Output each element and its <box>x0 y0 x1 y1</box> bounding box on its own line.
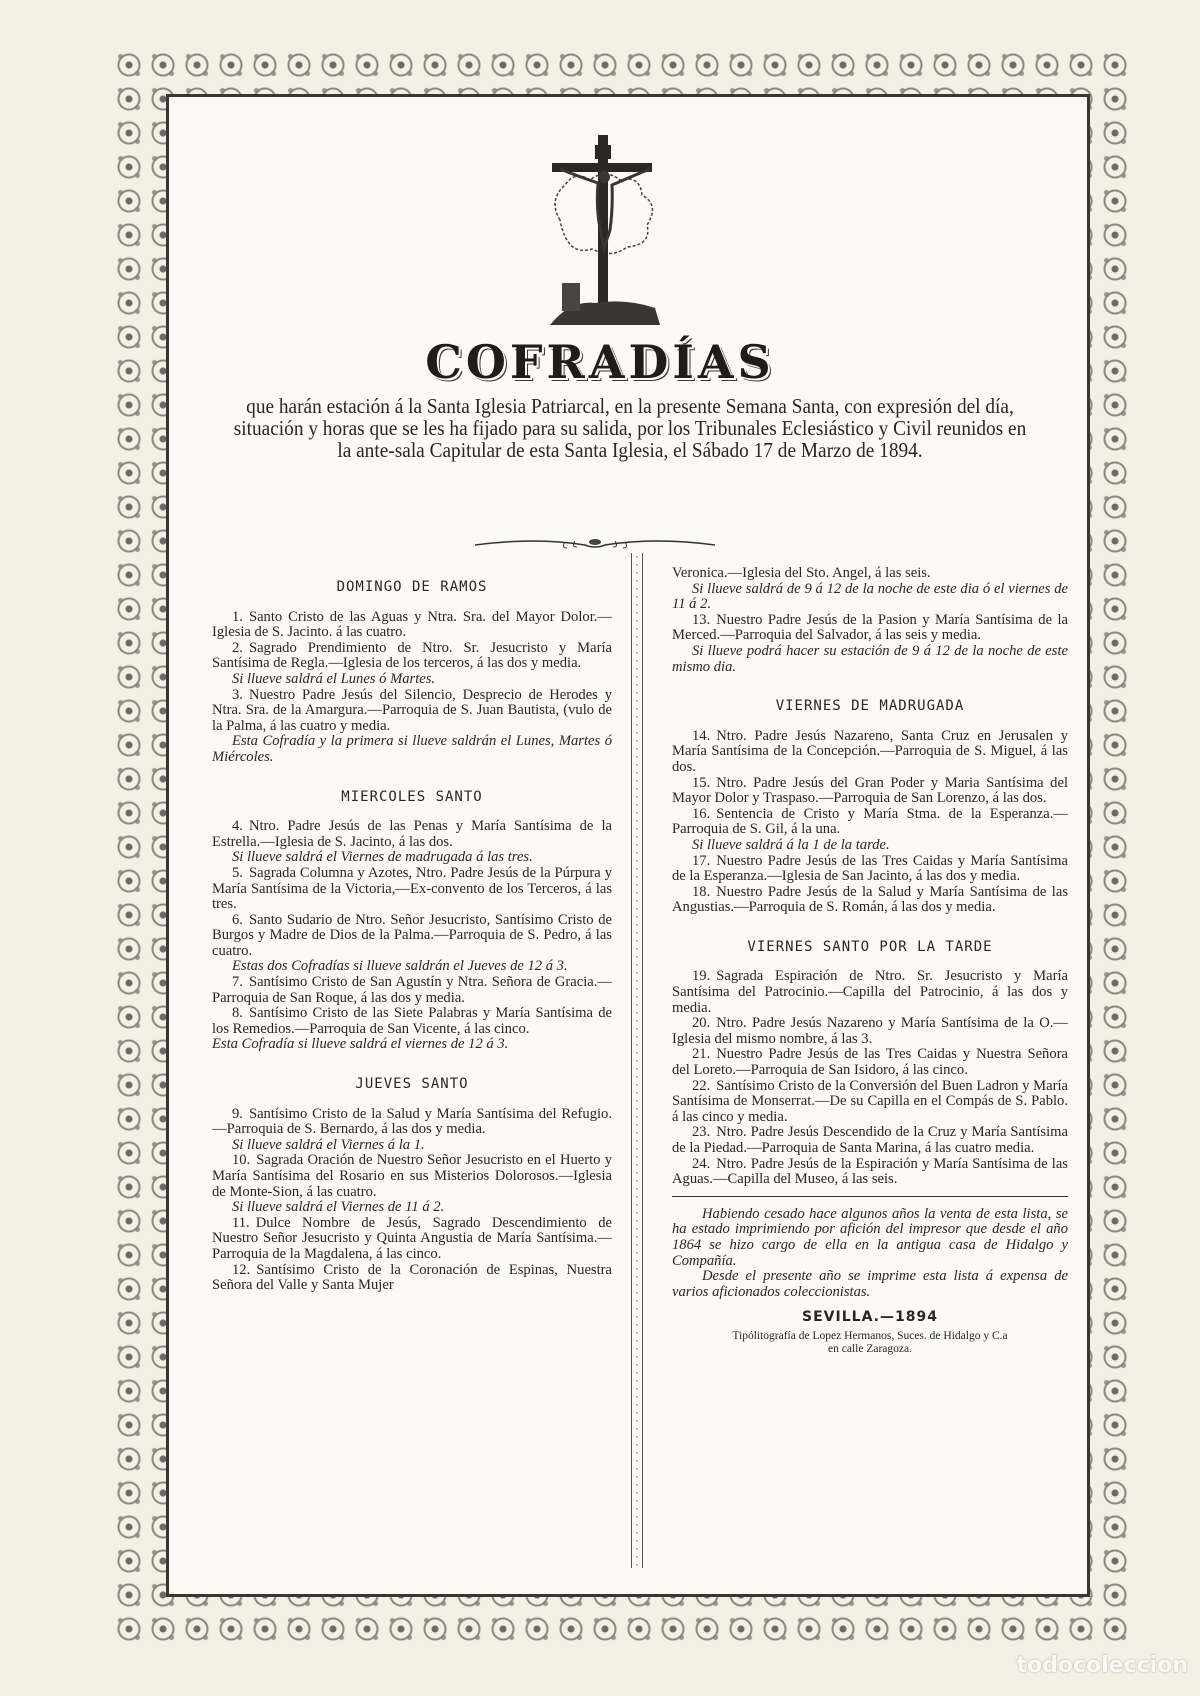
list-item: 3. Nuestro Padre Jesús del Silencio, Desprecio de Herodes y Ntra. Sra. de la Amargura.—Parroquia de S. Juan Bautista, (vulo de la Palma, á las cuatro y media. <box>212 686 612 734</box>
column-divider <box>631 553 643 1568</box>
right-column <box>672 566 1068 1356</box>
section-title: VIERNES DE MADRUGADA <box>775 698 965 715</box>
list-item: 9. Santísimo Cristo de la Salud y María Santísima del Refugio.—Parroquia de S. Bernardo, á las dos y media. <box>212 1105 612 1138</box>
colophon-paragraph: Desde el presente año se imprime esta lista á expensa de varios aficionados coleccionistas. <box>672 1268 1068 1300</box>
colophon-paragraph: Habiendo cesado hace algunos años la venta de esta lista, se ha estado imprimiendo por afición del impresor que desde el año 1864 se hizo cargo de ella en la antigua casa de Hidalgo y Compañía. <box>672 1205 1068 1269</box>
list-item: 23. Ntro. Padre Jesús Descendido de la Cruz y María Santísima de la Piedad.—Parroquia de Santa Marina, á las cuatro media. <box>672 1124 1068 1156</box>
list-item: 15. Ntro. Padre Jesús del Gran Poder y Maria Santísima del Mayor Dolor y Traspaso.—Parroquia de San Lorenzo, á las dos. <box>672 774 1068 807</box>
list-item: 8. Santísimo Cristo de las Siete Palabras y María Santísima de los Remedios.—Parroquia de San Vicente, á las cinco. <box>212 1005 612 1037</box>
rain-note: Si llueve saldrá el Viernes de 11 á 2. <box>232 1199 445 1216</box>
page-subtitle: que harán estación á la Santa Iglesia Patriarcal, en la presente Semana Santa, con expresión del día, situación y horas que se les ha fijado para su salida, por los Tribunales Eclesiástico y Civil reunidos en la ante-sala Capitular de esta Santa Iglesia, el Sábado 17 de Marzo de 1894. <box>233 394 1027 462</box>
ornament-divider <box>475 535 715 551</box>
list-item: 1. Santo Cristo de las Aguas y Ntra. Sra. del Mayor Dolor.—Iglesia de S. Jacinto. á las cuatro. <box>212 608 612 641</box>
list-item: 2. Sagrado Prendimiento de Ntro. Sr. Jesucristo y María Santísima de Regla.—Iglesia de los terceros, á las dos y media. <box>212 639 612 672</box>
left-column <box>212 580 612 1294</box>
rain-note: Si llueve podrá hacer su estación de 9 á 12 de la noche de este mismo dia. <box>672 642 1068 675</box>
list-item: 4. Ntro. Padre Jesús de las Penas y María Santísima de la Estrella.—Iglesia de S. Jacinto, á las dos. <box>212 818 612 850</box>
list-item: 24. Ntro. Padre Jesús de la Espiración y María Santísima de las Aguas.—Capilla del Museo, á las seis. <box>672 1155 1068 1188</box>
horizontal-rule <box>672 1196 1068 1197</box>
list-item: 6. Santo Sudario de Ntro. Señor Jesucristo, Santísimo Cristo de Burgos y Madre de Dios de la Palma.—Parroquia de S. Pedro, á las cuatro. <box>212 911 612 959</box>
list-item: 13. Nuestro Padre Jesús de la Pasion y María Santísima de la Merced.—Parroquia del Salvador, á las seis y media. <box>672 611 1068 644</box>
rain-note: Si llueve saldrá de 9 á 12 de la noche de este dia ó el viernes de 11 á 2. <box>672 580 1068 613</box>
rain-note: Si llueve saldrá á la 1 de la tarde. <box>692 836 890 853</box>
list-item: 19. Sagrada Espiración de Ntro. Sr. Jesucristo y María Santísima del Patrocinio.—Capilla del Patrocinio, á las dos y media. <box>672 968 1068 1016</box>
printer-credit: Tipólitografía de Lopez Hermanos, Suces. de Hidalgo y C.a <box>732 1329 1008 1342</box>
watermark: todocoleccion <box>1016 1653 1188 1678</box>
rain-note: Si llueve saldrá el Lunes ó Martes. <box>232 670 436 687</box>
rain-note: Esta Cofradía si llueve saldrá el viernes de 12 á 3. <box>212 1036 509 1053</box>
rain-note: Si llueve saldrá el Viernes á la 1. <box>232 1136 425 1153</box>
list-item: 12. Santísimo Cristo de la Coronación de Espinas, Nuestra Señora del Valle y Santa Mujer <box>212 1261 612 1294</box>
list-item: 21. Nuestro Padre Jesús de las Tres Caidas y Nuestra Señora del Loreto.—Parroquia de San Isidoro, á las cinco. <box>672 1046 1068 1079</box>
list-item: 7. Santísimo Cristo de San Agustín y Ntra. Señora de Gracia.—Parroquia de San Roque, á las dos y media. <box>212 974 612 1006</box>
section-title: DOMINGO DE RAMOS <box>336 579 488 595</box>
rain-note: Estas dos Cofradías si llueve saldrán el Jueves de 12 á 3. <box>232 958 568 975</box>
list-item: 10. Sagrada Oración de Nuestro Señor Jesucristo en el Huerto y María Santísima del Rosario en sus Misterios Dolorosos.—Iglesia de Monte-Sion, á las cuatro. <box>212 1152 612 1200</box>
city-date: SEVILLA.—1894 <box>802 1309 938 1326</box>
rain-note: Si llueve saldrá el Viernes de madrugada á las tres. <box>232 849 533 866</box>
printer-address: en calle Zaragoza. <box>828 1342 912 1355</box>
list-item-continuation: Veronica.—Iglesia del Sto. Angel, á las seis. <box>672 565 931 581</box>
list-item: 20. Ntro. Padre Jesús Nazareno y María Santísima de la O.—Iglesia del mismo nombre, á las 3. <box>672 1015 1068 1047</box>
section-title: VIERNES SANTO POR LA TARDE <box>747 938 993 955</box>
section-title: JUEVES SANTO <box>355 1076 469 1093</box>
list-item: 18. Nuestro Padre Jesús de la Salud y María Santísima de las Angustias.—Parroquia de S. Román, á las dos y media. <box>672 883 1068 916</box>
page-title: COFRADÍAS <box>425 335 775 389</box>
section-title: MIERCOLES SANTO <box>341 788 483 805</box>
list-item: 5. Sagrada Columna y Azotes, Ntro. Padre Jesús de la Púrpura y María Santísima de la Victoria,—Ex-convento de los Terceros, á las tres. <box>212 864 612 913</box>
list-item: 22. Santísimo Cristo de la Conversión del Buen Ladron y María Santísima de Monserrat.—De su Capilla en el Compás de S. Pablo. á las cinco y media. <box>672 1077 1068 1125</box>
list-item: 11. Dulce Nombre de Jesús, Sagrado Descendimiento de Nuestro Señor Jesucristo y Quinta Angustia de María Santísima.—Parroquia de la Magdalena, á las cinco. <box>212 1214 612 1262</box>
crucifix-icon <box>540 125 665 335</box>
list-item: 17. Nuestro Padre Jesús de las Tres Caidas y María Santísima de la Esperanza.—Iglesia de San Jacinto, á las dos y media. <box>672 852 1068 885</box>
rain-note: Esta Cofradía y la primera si llueve saldrán el Lunes, Martes ó Miércoles. <box>212 733 612 765</box>
list-item: 14. Ntro. Padre Jesús Nazareno, Santa Cruz en Jerusalen y María Santísima de la Concepción.—Parroquia de S. Miguel, á las dos. <box>672 727 1068 775</box>
list-item: 16. Sentencia de Cristo y María Stma. de la Esperanza.—Parroquia de S. Gil, á la una. <box>672 805 1068 838</box>
